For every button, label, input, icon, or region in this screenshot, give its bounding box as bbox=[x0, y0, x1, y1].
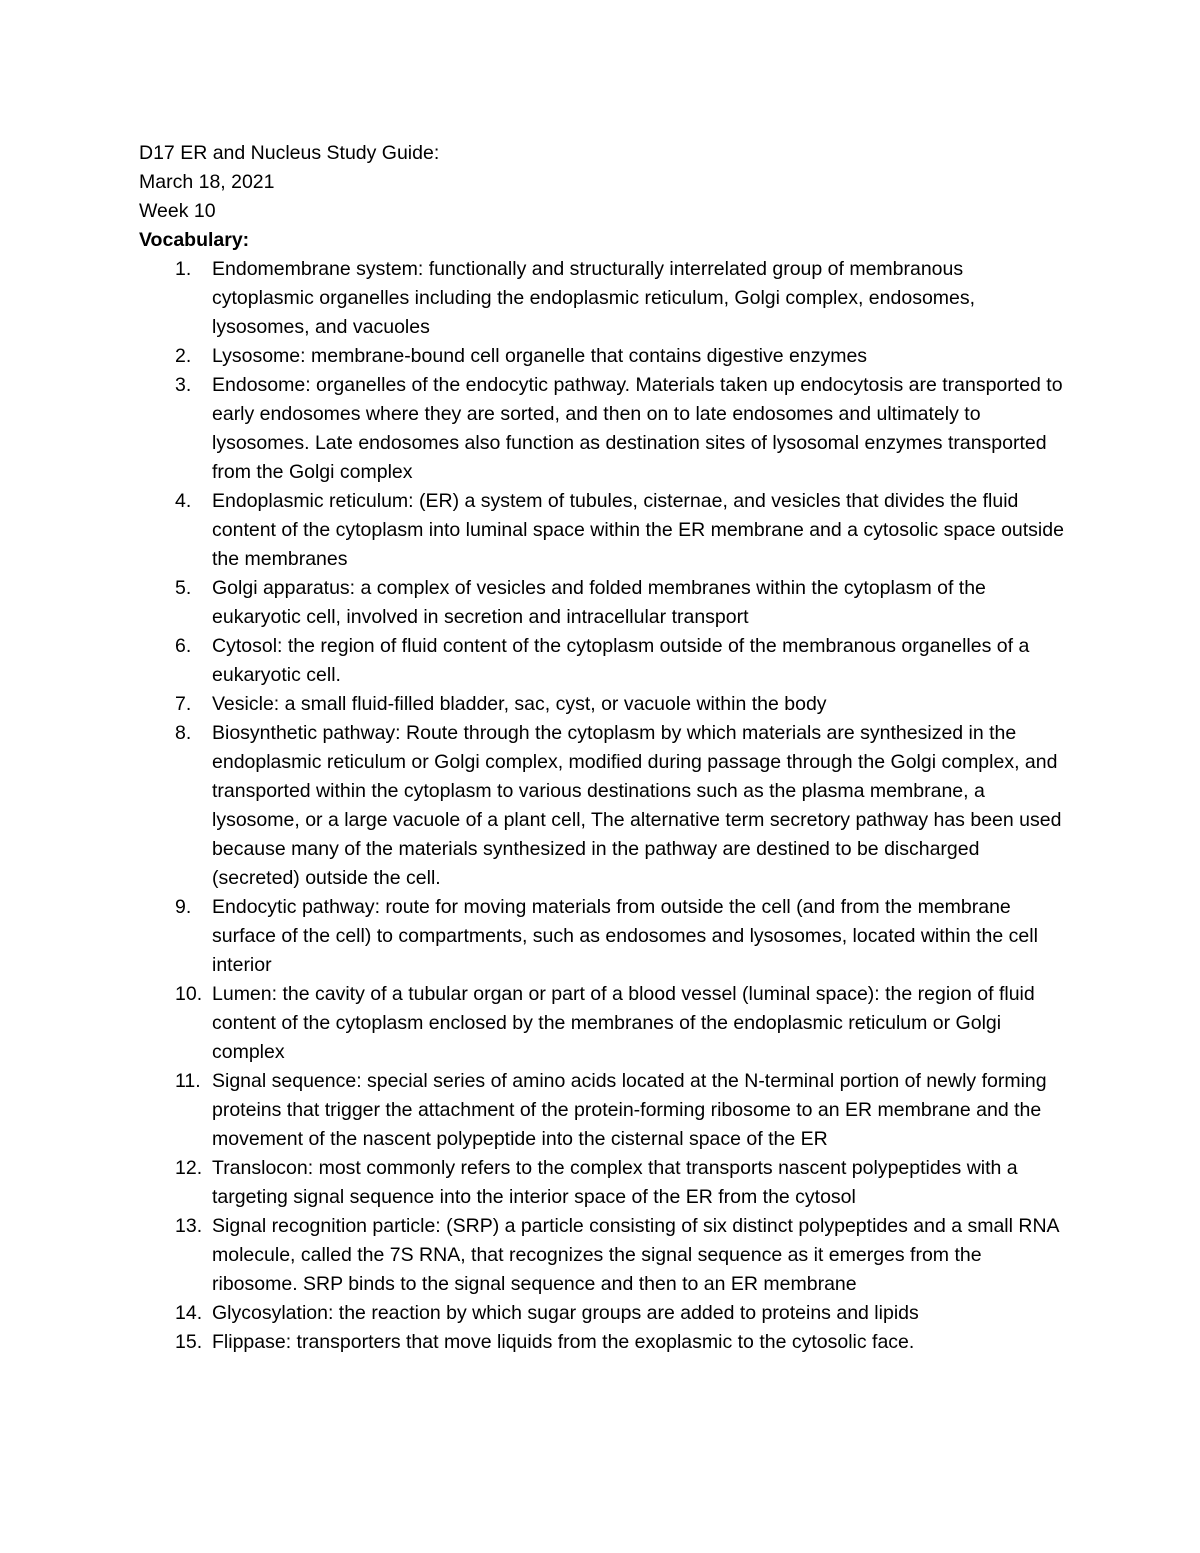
vocab-item-text: Vesicle: a small fluid-filled bladder, sac, cyst, or vacuole within the body bbox=[212, 693, 827, 715]
vocab-item bbox=[139, 719, 1064, 893]
vocab-item-number: 15. bbox=[175, 1331, 203, 1353]
vocab-item-number: 7. bbox=[175, 693, 192, 715]
document-title: D17 ER and Nucleus Study Guide: bbox=[139, 142, 440, 164]
vocab-item-text: Endomembrane system: functionally and structurally interrelated group of membranous cytoplasmic organelles including the endoplasmic reticulum, Golgi complex, endosomes, lysosomes, and vacuoles bbox=[212, 258, 976, 338]
vocab-item bbox=[139, 1328, 1064, 1357]
vocab-item-text: Cytosol: the region of fluid content of the cytoplasm outside of the membranous organelles of a eukaryotic cell. bbox=[212, 635, 1030, 686]
vocab-item-number: 11. bbox=[175, 1070, 201, 1092]
vocab-item bbox=[139, 690, 1064, 719]
vocab-item-number: 2. bbox=[175, 345, 192, 367]
vocab-item-text: Golgi apparatus: a complex of vesicles and folded membranes within the cytoplasm of the eukaryotic cell, involved in secretion and intracellular transport bbox=[212, 577, 986, 628]
document-date: March 18, 2021 bbox=[139, 171, 275, 193]
vocab-item-number: 3. bbox=[175, 374, 192, 396]
document-week: Week 10 bbox=[139, 200, 216, 222]
vocab-item-text: Endocytic pathway: route for moving materials from outside the cell (and from the membrane surface of the cell) to compartments, such as endosomes and lysosomes, located within the cell interior bbox=[212, 896, 1038, 976]
vocab-item bbox=[139, 1212, 1064, 1299]
vocab-item-text: Translocon: most commonly refers to the complex that transports nascent polypeptides with a targeting signal sequence into the interior space of the ER from the cytosol bbox=[212, 1157, 1018, 1208]
vocab-item-text: Biosynthetic pathway: Route through the cytoplasm by which materials are synthesized in the endoplasmic reticulum or Golgi complex, modified during passage through the Golgi complex, and transported within the cytoplasm to various destinations such as the plasma membrane, a lysosome, or a large vacuole of a plant cell, The alternative term secretory pathway has been used because many of the materials synthesized in the pathway are destined to be discharged (secreted) outside the cell. bbox=[212, 722, 1062, 889]
vocab-item bbox=[139, 371, 1064, 487]
vocab-item-number: 13. bbox=[175, 1215, 203, 1237]
vocab-item-number: 4. bbox=[175, 490, 192, 512]
vocabulary-heading: Vocabulary: bbox=[139, 229, 250, 251]
vocab-item-text: Lysosome: membrane-bound cell organelle that contains digestive enzymes bbox=[212, 345, 868, 367]
vocab-item bbox=[139, 1154, 1064, 1212]
vocab-item bbox=[139, 255, 1064, 342]
vocab-item-number: 6. bbox=[175, 635, 192, 657]
vocab-item-number: 5. bbox=[175, 577, 192, 599]
vocab-item bbox=[139, 487, 1064, 574]
vocab-item-text: Endoplasmic reticulum: (ER) a system of tubules, cisternae, and vesicles that divides the fluid content of the cytoplasm into luminal space within the ER membrane and a cytosolic space outside the membranes bbox=[212, 490, 1064, 570]
vocabulary-list bbox=[139, 255, 1064, 1357]
vocab-item bbox=[139, 632, 1064, 690]
vocab-item-text: Lumen: the cavity of a tubular organ or part of a blood vessel (luminal space): the region of fluid content of the cytoplasm enclosed by the membranes of the endoplasmic reticulum or Golgi complex bbox=[212, 983, 1035, 1063]
vocab-item bbox=[139, 980, 1064, 1067]
vocab-item bbox=[139, 893, 1064, 980]
vocab-item-number: 14. bbox=[175, 1302, 203, 1324]
vocab-item-text: Flippase: transporters that move liquids from the exoplasmic to the cytosolic face. bbox=[212, 1331, 915, 1353]
document-page bbox=[139, 139, 1064, 1357]
vocab-item-number: 1. bbox=[175, 258, 192, 280]
vocab-item-number: 8. bbox=[175, 722, 192, 744]
vocab-item bbox=[139, 342, 1064, 371]
vocab-item-number: 9. bbox=[175, 896, 192, 918]
vocab-item-text: Signal recognition particle: (SRP) a particle consisting of six distinct polypeptides and a small RNA molecule, called the 7S RNA, that recognizes the signal sequence as it emerges from the ribosome. SRP binds to the signal sequence and then to an ER membrane bbox=[212, 1215, 1059, 1295]
vocab-item-text: Glycosylation: the reaction by which sugar groups are added to proteins and lipids bbox=[212, 1302, 919, 1324]
vocab-item-number: 10. bbox=[175, 983, 203, 1005]
vocab-item-text: Signal sequence: special series of amino acids located at the N-terminal portion of newly forming proteins that trigger the attachment of the protein-forming ribosome to an ER membrane and the movement of the nascent polypeptide into the cisternal space of the ER bbox=[212, 1070, 1047, 1150]
vocab-item bbox=[139, 1299, 1064, 1328]
vocab-item-text: Endosome: organelles of the endocytic pathway. Materials taken up endocytosis are transported to early endosomes where they are sorted, and then on to late endosomes and ultimately to lysosomes. Late endosomes also function as destination sites of lysosomal enzymes transported from the Golgi complex bbox=[212, 374, 1063, 483]
vocab-item bbox=[139, 1067, 1064, 1154]
vocab-item bbox=[139, 574, 1064, 632]
vocab-item-number: 12. bbox=[175, 1157, 203, 1179]
